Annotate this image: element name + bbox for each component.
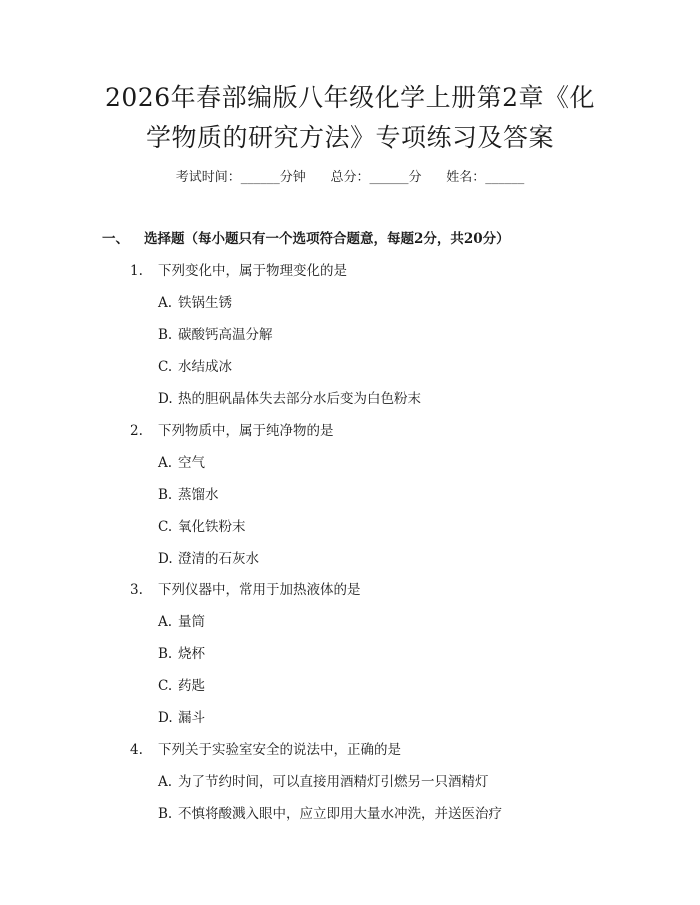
option-text: 氧化铁粉末 — [178, 519, 246, 535]
option-letter: A. — [158, 614, 173, 630]
exam-info: 考试时间：______分钟 总分：______分 姓名：______ — [175, 170, 525, 185]
option-text: 热的胆矾晶体失去部分水后变为白色粉末 — [178, 391, 421, 407]
option-letter: B. — [158, 646, 173, 662]
q1-option-b — [158, 326, 273, 344]
option-text: 空气 — [178, 455, 205, 471]
option-letter: B. — [158, 487, 173, 503]
q2-option-d — [158, 550, 259, 568]
option-letter: C. — [158, 678, 173, 694]
option-letter: C. — [158, 359, 173, 375]
q3-option-a — [158, 613, 205, 631]
q1-option-c — [158, 358, 232, 376]
q2-option-c — [158, 518, 246, 536]
option-text: 蒸馏水 — [178, 487, 219, 503]
q3-option-c — [158, 677, 205, 695]
option-letter: A. — [158, 455, 173, 471]
question-stem: 下列关于实验室安全的说法中，正确的是 — [158, 742, 401, 758]
question-stem: 下列仪器中，常用于加热液体的是 — [158, 582, 361, 598]
question-3 — [130, 581, 361, 599]
section-title: 选择题（每小题只有一个选项符合题意，每题2分，共20分） — [144, 231, 510, 247]
option-text: 为了节约时间，可以直接用酒精灯引燃另一只酒精灯 — [178, 774, 489, 790]
q1-option-d — [158, 390, 421, 408]
option-text: 量筒 — [178, 614, 205, 630]
question-4 — [130, 741, 401, 759]
question-2 — [130, 422, 334, 440]
option-text: 水结成冰 — [178, 359, 232, 375]
title-line-2: 学物质的研究方法》专项练习及答案 — [145, 123, 554, 152]
option-text: 药匙 — [178, 678, 205, 694]
question-stem: 下列变化中，属于物理变化的是 — [158, 263, 347, 279]
document-title — [70, 78, 630, 158]
question-stem: 下列物质中，属于纯净物的是 — [158, 423, 334, 439]
q3-option-b — [158, 645, 205, 663]
option-text: 澄清的石灰水 — [178, 551, 259, 567]
option-text: 碳酸钙高温分解 — [178, 327, 273, 343]
option-letter: D. — [158, 391, 173, 407]
option-text: 漏斗 — [178, 710, 205, 726]
q2-option-b — [158, 486, 219, 504]
option-letter: B. — [158, 327, 173, 343]
option-letter: D. — [158, 710, 173, 726]
title-line-1: 2026年春部编版八年级化学上册第2章《化 — [104, 83, 596, 112]
option-text: 不慎将酸溅入眼中，应立即用大量水冲洗，并送医治疗 — [178, 806, 502, 822]
option-letter: D. — [158, 551, 173, 567]
question-number: 3. — [130, 582, 143, 598]
question-number: 2. — [130, 423, 143, 439]
option-letter: B. — [158, 806, 173, 822]
section-number: 一、 — [102, 231, 129, 247]
q3-option-d — [158, 709, 205, 727]
q4-option-a — [158, 773, 489, 791]
section-heading — [102, 230, 510, 248]
option-letter: A. — [158, 774, 173, 790]
q1-option-a — [158, 294, 232, 312]
option-text: 烧杯 — [178, 646, 205, 662]
option-letter: A. — [158, 295, 173, 311]
q4-option-b — [158, 805, 502, 823]
question-number: 4. — [130, 742, 143, 758]
option-letter: C. — [158, 519, 173, 535]
question-number: 1. — [130, 263, 143, 279]
question-1 — [130, 262, 347, 280]
q2-option-a — [158, 454, 205, 472]
option-text: 铁锅生锈 — [178, 295, 232, 311]
